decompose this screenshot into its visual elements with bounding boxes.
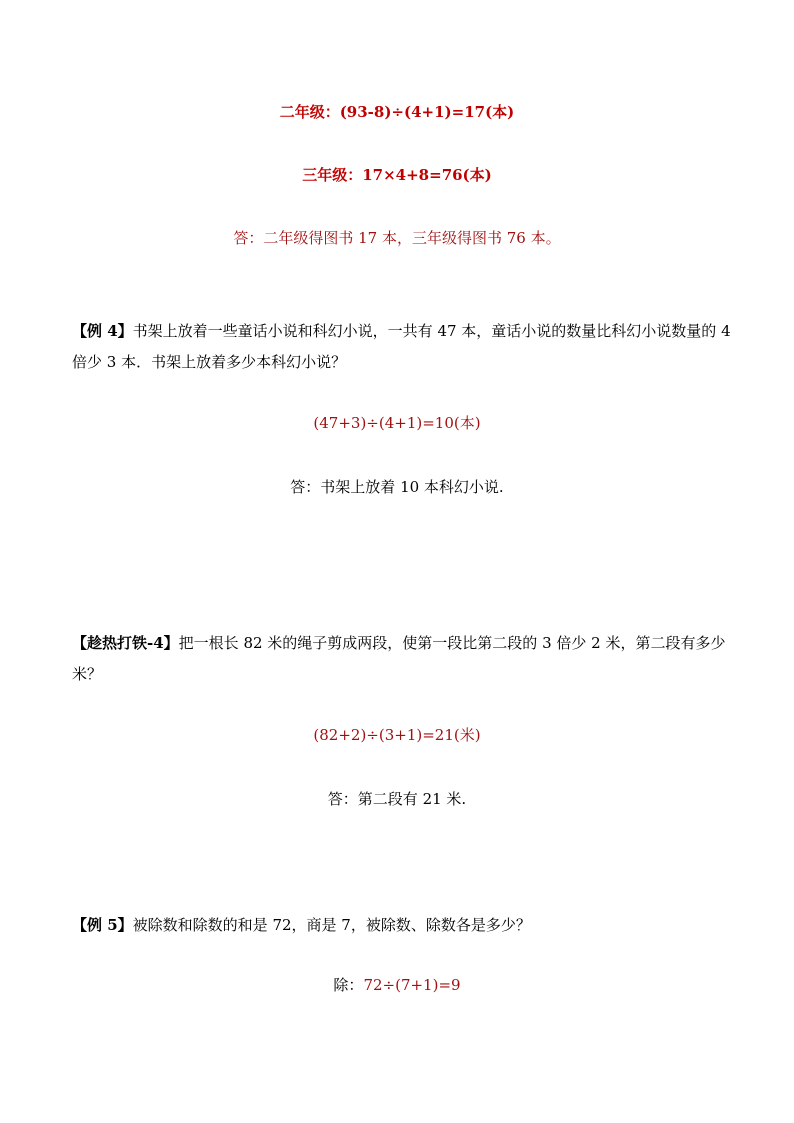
practice4-question: [72, 628, 732, 690]
example4-text: 书架上放着一些童话小说和科幻小说，一共有 47 本，童话小说的数量比科幻小说数量的 4 倍少 3 本．书架上放着多少本科幻小说？: [72, 322, 731, 371]
example5-text: 被除数和除数的和是 72，商是 7，被除数、除数各是多少？: [132, 916, 531, 934]
example5-formula: 72÷(7+1)=9: [363, 976, 461, 994]
solution1-answer: 答：二年级得图书 17 本，三年级得图书 76 本。: [233, 229, 561, 247]
practice4-answer: 答：第二段有 21 米.: [327, 790, 467, 808]
grade2-solution: 二年级：(93-8)÷(4+1)=17(本): [279, 103, 515, 121]
example5-formula-label: 除：: [333, 976, 364, 994]
example5-question: [72, 910, 732, 941]
example4-question: [72, 316, 732, 378]
example4-answer: 答：书架上放着 10 本科幻小说.: [290, 478, 504, 496]
example4-tag: 【例 4】: [72, 322, 133, 340]
practice4-text: 把一根长 82 米的绳子剪成两段，使第一段比第二段的 3 倍少 2 米，第二段有多少米？: [72, 634, 726, 683]
example5-tag: 【例 5】: [72, 916, 133, 934]
example5-formula-line: [0, 975, 794, 995]
example4-formula: (47+3)÷(4+1)=10(本): [313, 414, 481, 432]
practice4-formula: (82+2)÷(3+1)=21(米): [313, 726, 481, 744]
grade3-solution: 三年级：17×4+8=76(本): [302, 166, 492, 184]
practice4-tag: 【趁热打铁-4】: [72, 634, 179, 652]
